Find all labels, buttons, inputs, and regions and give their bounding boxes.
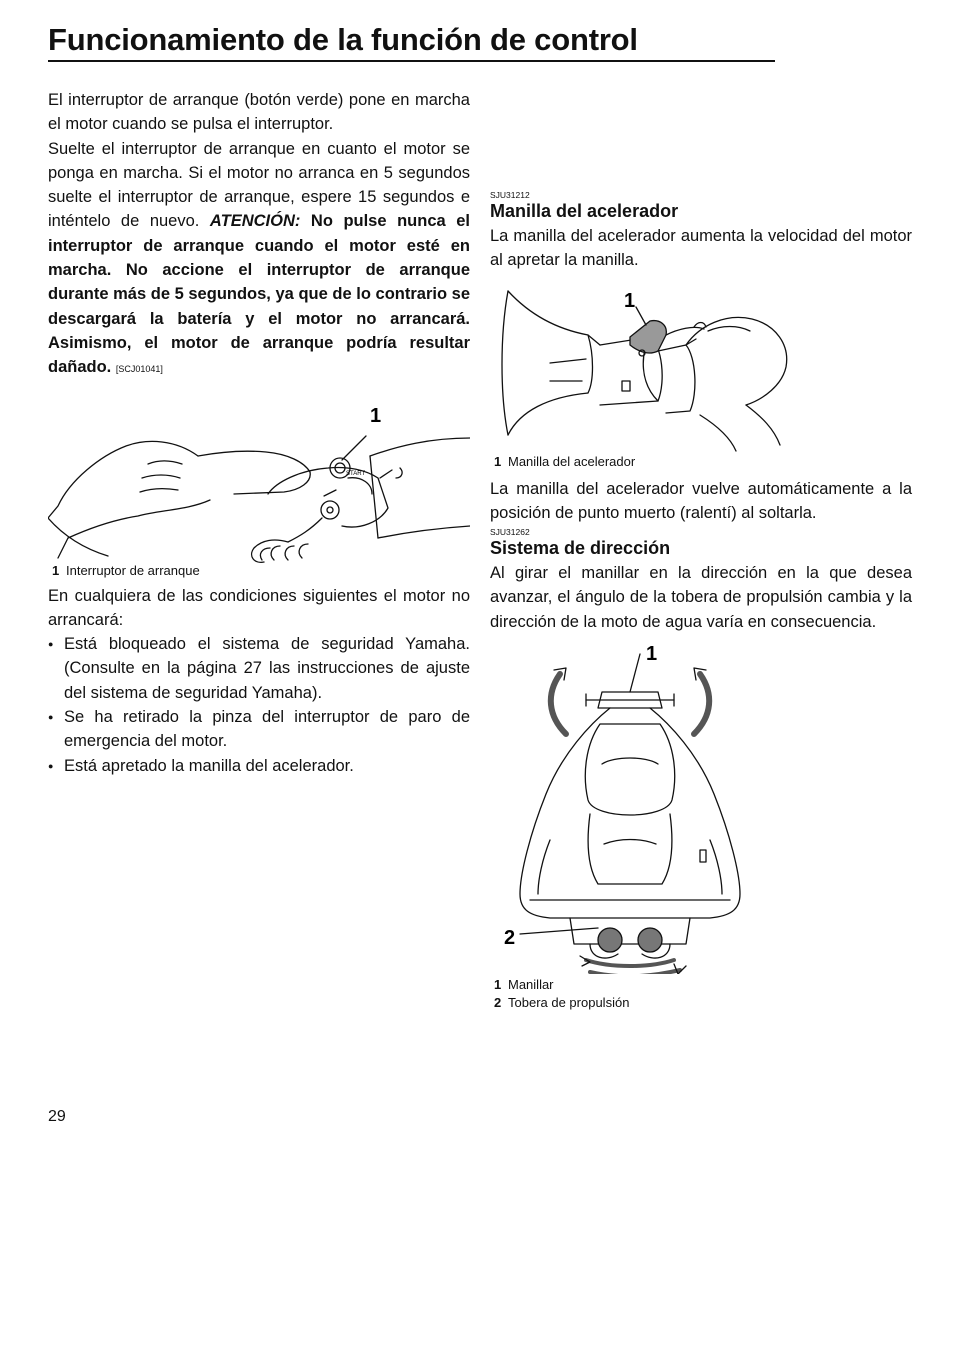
- release-text: Suelte el interruptor de arranque en cuanto el motor se ponga en marcha. Si el motor no arranca en 5 segundos suelte el interruptor de arranque, espere 15 segundos e inténtelo de nuevo.: [48, 139, 470, 231]
- paragraph-start-switch: El interruptor de arranque (botón verde) pone en marcha el motor cuando se pulsa el interruptor.: [48, 91, 470, 134]
- warning-text: No pulse nunca el interruptor de arranque cuando el motor esté en marcha. No accione el interruptor de arranque durante más de 5 segundos, ya que de lo contrario se descargará la batería y el motor no arrancará. Asimismo, el motor de arranque podría resultar dañado.: [48, 212, 470, 377]
- caption-text: Tobera de propulsión: [508, 995, 630, 1011]
- throttle-text: La manilla del acelerador aumenta la velocidad del motor al apretar la manilla.: [490, 227, 912, 270]
- nozzle-callout: 2: [504, 927, 516, 950]
- caption-text: Interruptor de arranque: [66, 562, 200, 578]
- caption-number: 1: [494, 977, 502, 993]
- start-switch-caption: [52, 562, 470, 580]
- paragraph-conditions: En cualquiera de las condiciones siguientes el motor no arrancará:: [48, 586, 470, 629]
- steering-caption-1: [494, 976, 912, 994]
- list-item: ● Está bloqueado el sistema de seguridad Yamaha. (Consulte en la página 27 las instrucciones de ajuste del sistema de seguridad Yamaha).: [48, 632, 470, 705]
- throttle-callout: 1: [624, 289, 636, 312]
- steering-caption-2: [494, 994, 912, 1012]
- section-title-steering: Sistema de dirección: [490, 538, 671, 559]
- start-switch-illustration: [48, 398, 470, 568]
- title-rule: [48, 60, 775, 62]
- page-title: Funcionamiento de la función de control: [48, 22, 638, 57]
- left-column: [48, 88, 470, 778]
- start-label: START: [346, 470, 366, 477]
- list-item: ● Se ha retirado la pinza del interruptor de paro de emergencia del motor.: [48, 705, 470, 754]
- paragraph-release-switch: [48, 137, 470, 382]
- caption-text: Manillar: [508, 977, 554, 993]
- throttle-caption: [494, 453, 912, 471]
- conditions-list: [48, 632, 470, 778]
- warning-code: [SCJ01041]: [115, 364, 163, 375]
- steering-text: Al girar el manillar en la dirección en la que desea avanzar, el ángulo de la tobera de propulsión cambia y la dirección de la moto de agua varía en consecuencia.: [490, 564, 912, 631]
- handlebar-callout: 1: [646, 644, 658, 666]
- steering-system-illustration: [490, 644, 912, 974]
- right-column: [490, 188, 912, 1012]
- page-number: 29: [48, 1108, 66, 1125]
- caption-number: 1: [494, 453, 502, 469]
- section-code: SJU31212: [490, 190, 530, 200]
- warning-label: ATENCIÓN:: [209, 212, 301, 231]
- caption-text: Manilla del acelerador: [508, 453, 636, 469]
- caption-number: 1: [52, 562, 60, 578]
- throttle-return-text: La manilla del acelerador vuelve automáticamente a la posición de punto muerto (ralentí) al soltarla.: [490, 479, 912, 522]
- caption-number: 2: [494, 995, 502, 1011]
- throttle-lever-illustration: [490, 285, 912, 455]
- section-title-throttle: Manilla del acelerador: [490, 201, 679, 221]
- section-code: SJU31262: [490, 527, 530, 538]
- start-switch-callout: 1: [370, 404, 382, 427]
- list-item: ● Está apretado la manilla del acelerador.: [48, 754, 470, 778]
